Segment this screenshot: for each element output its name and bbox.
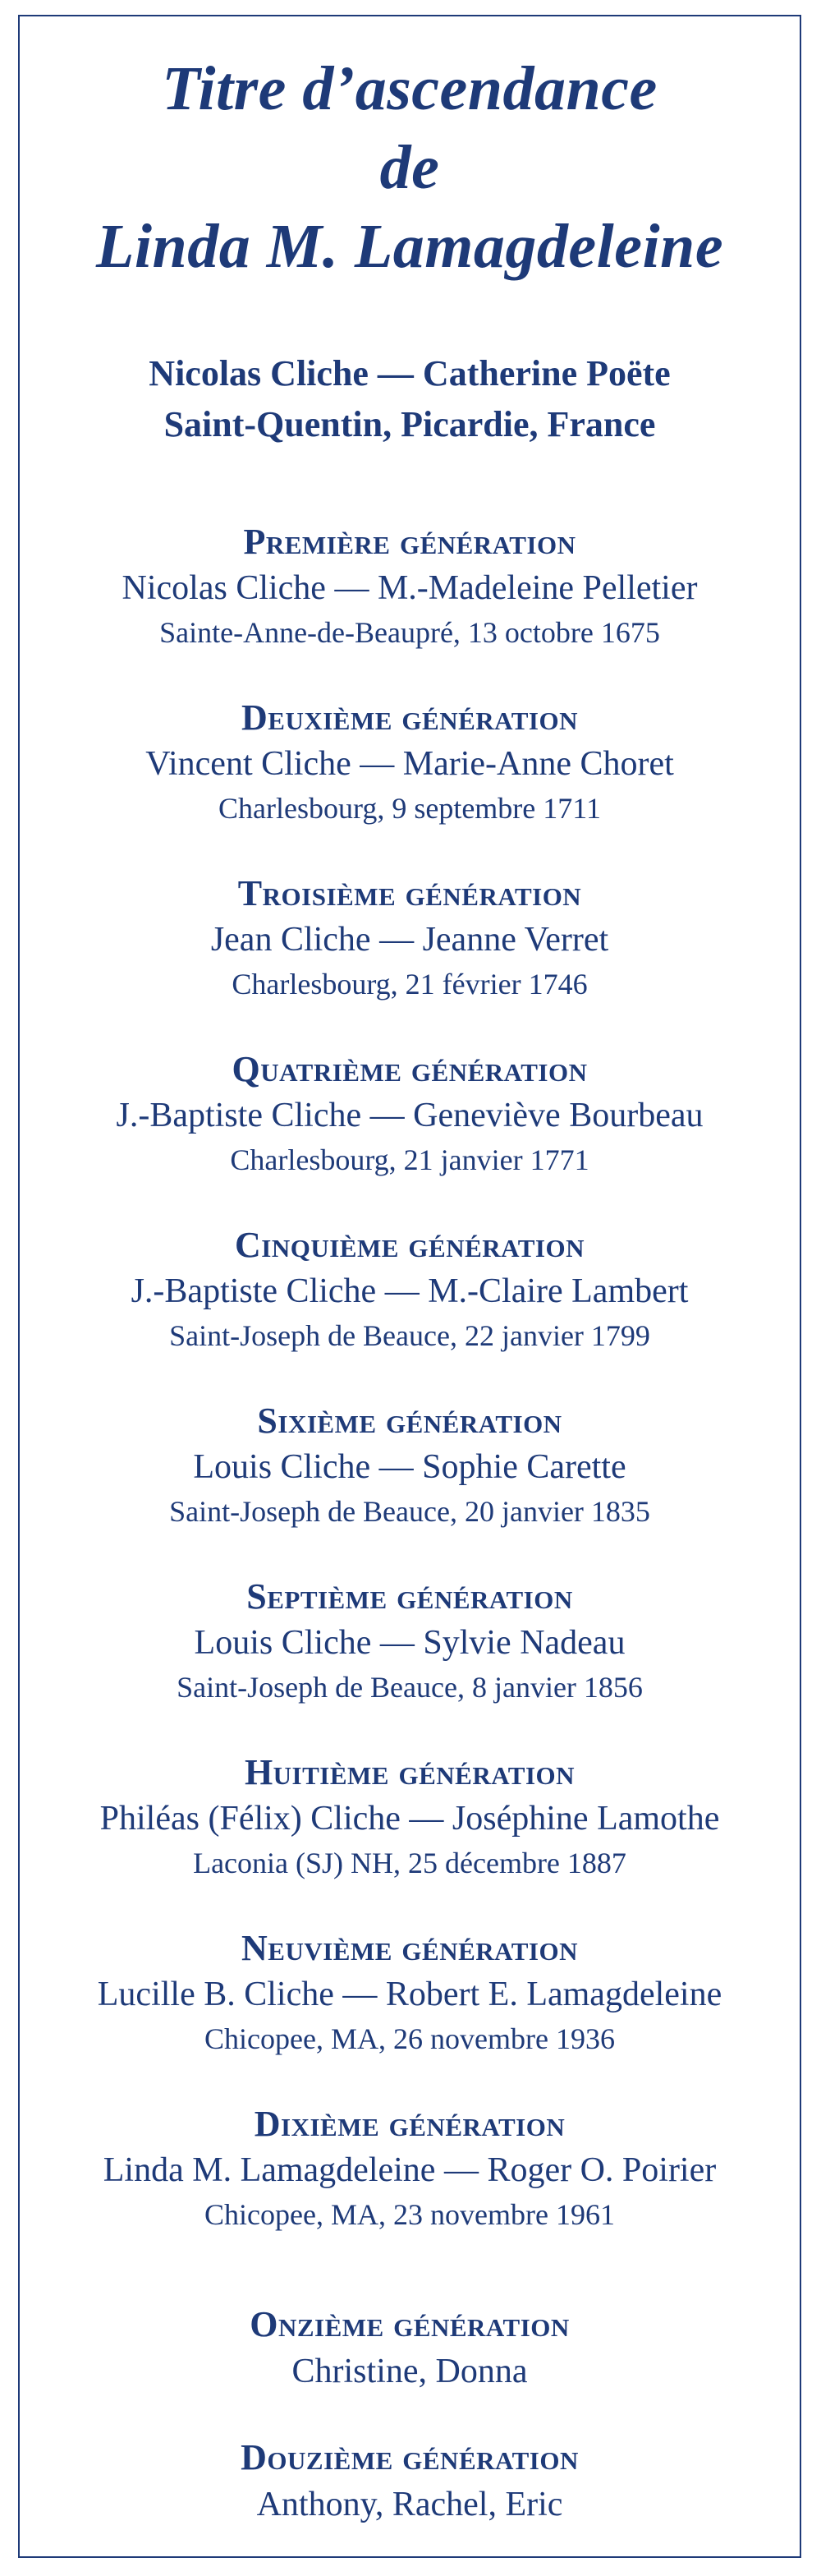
generation-names: Anthony, Rachel, Eric <box>256 2486 563 2523</box>
generation-title: Neuvième génération <box>241 1928 578 1968</box>
title-line-1: Titre d’ascendance <box>162 54 658 123</box>
generation-couple: Vincent Cliche — Marie-Anne Choret <box>145 745 674 783</box>
generation-place: Saint-Joseph de Beauce, 20 janvier 1835 <box>169 1495 650 1528</box>
generation-11 <box>20 2302 800 2395</box>
generation-8 <box>20 1750 800 1884</box>
generation-10 <box>20 2101 800 2236</box>
generation-2 <box>20 695 800 830</box>
generation-place: Charlesbourg, 21 février 1746 <box>232 968 588 1000</box>
generation-7 <box>20 1574 800 1709</box>
generation-place: Chicopee, MA, 26 novembre 1936 <box>204 2022 615 2055</box>
generation-place: Saint-Joseph de Beauce, 22 janvier 1799 <box>169 1319 650 1352</box>
generation-12 <box>20 2435 800 2528</box>
generation-title: Onzième génération <box>250 2304 570 2344</box>
generation-title: Sixième génération <box>257 1401 562 1441</box>
document-title <box>20 49 800 286</box>
generation-couple: Nicolas Cliche — M.-Madeleine Pelletier <box>122 569 698 607</box>
generation-title: Troisième génération <box>237 873 582 913</box>
generation-place: Saint-Joseph de Beauce, 8 janvier 1856 <box>177 1671 643 1704</box>
generation-names: Christine, Donna <box>291 2353 528 2390</box>
generation-title: Septième génération <box>246 1576 573 1617</box>
origin-couple-block <box>20 348 800 450</box>
document-frame <box>18 15 801 2558</box>
generation-place: Charlesbourg, 21 janvier 1771 <box>230 1143 589 1176</box>
generation-4 <box>20 1046 800 1181</box>
generation-5 <box>20 1222 800 1357</box>
generation-title: Cinquième génération <box>235 1225 585 1265</box>
generation-couple: Linda M. Lamagdeleine — Roger O. Poirier <box>103 2151 717 2189</box>
generation-9 <box>20 1925 800 2060</box>
title-line-2: de <box>379 133 440 202</box>
origin-place: Saint-Quentin, Picardie, France <box>163 404 656 444</box>
generation-6 <box>20 1398 800 1533</box>
generation-place: Sainte-Anne-de-Beaupré, 13 octobre 1675 <box>159 616 660 649</box>
generation-couple: J.-Baptiste Cliche — Geneviève Bourbeau <box>116 1097 704 1134</box>
generation-couple: Jean Cliche — Jeanne Verret <box>210 921 609 959</box>
generation-couple: Philéas (Félix) Cliche — Joséphine Lamothe <box>99 1800 720 1838</box>
generation-title: Douzième génération <box>241 2437 579 2477</box>
generation-1 <box>20 519 800 654</box>
generation-place: Chicopee, MA, 23 novembre 1961 <box>204 2198 615 2231</box>
origin-couple: Nicolas Cliche — Catherine Poëte <box>149 353 671 393</box>
generation-title: Deuxième génération <box>241 697 578 738</box>
title-line-3: Linda M. Lamagdeleine <box>95 212 724 281</box>
generation-couple: Lucille B. Cliche — Robert E. Lamagdeleine <box>97 1976 722 2013</box>
generation-title: Première génération <box>243 522 576 562</box>
generation-title: Quatrième génération <box>232 1049 588 1089</box>
ascendance-document <box>20 16 800 2556</box>
generation-place: Laconia (SJ) NH, 25 décembre 1887 <box>193 1847 626 1879</box>
generation-couple: Louis Cliche — Sylvie Nadeau <box>194 1624 626 1662</box>
generation-couple: Louis Cliche — Sophie Carette <box>193 1448 626 1486</box>
generation-title: Dixième génération <box>254 2104 566 2144</box>
generation-title: Huitième génération <box>244 1752 576 1792</box>
generation-3 <box>20 871 800 1005</box>
generation-couple: J.-Baptiste Cliche — M.-Claire Lambert <box>131 1272 689 1310</box>
generation-place: Charlesbourg, 9 septembre 1711 <box>218 792 601 825</box>
